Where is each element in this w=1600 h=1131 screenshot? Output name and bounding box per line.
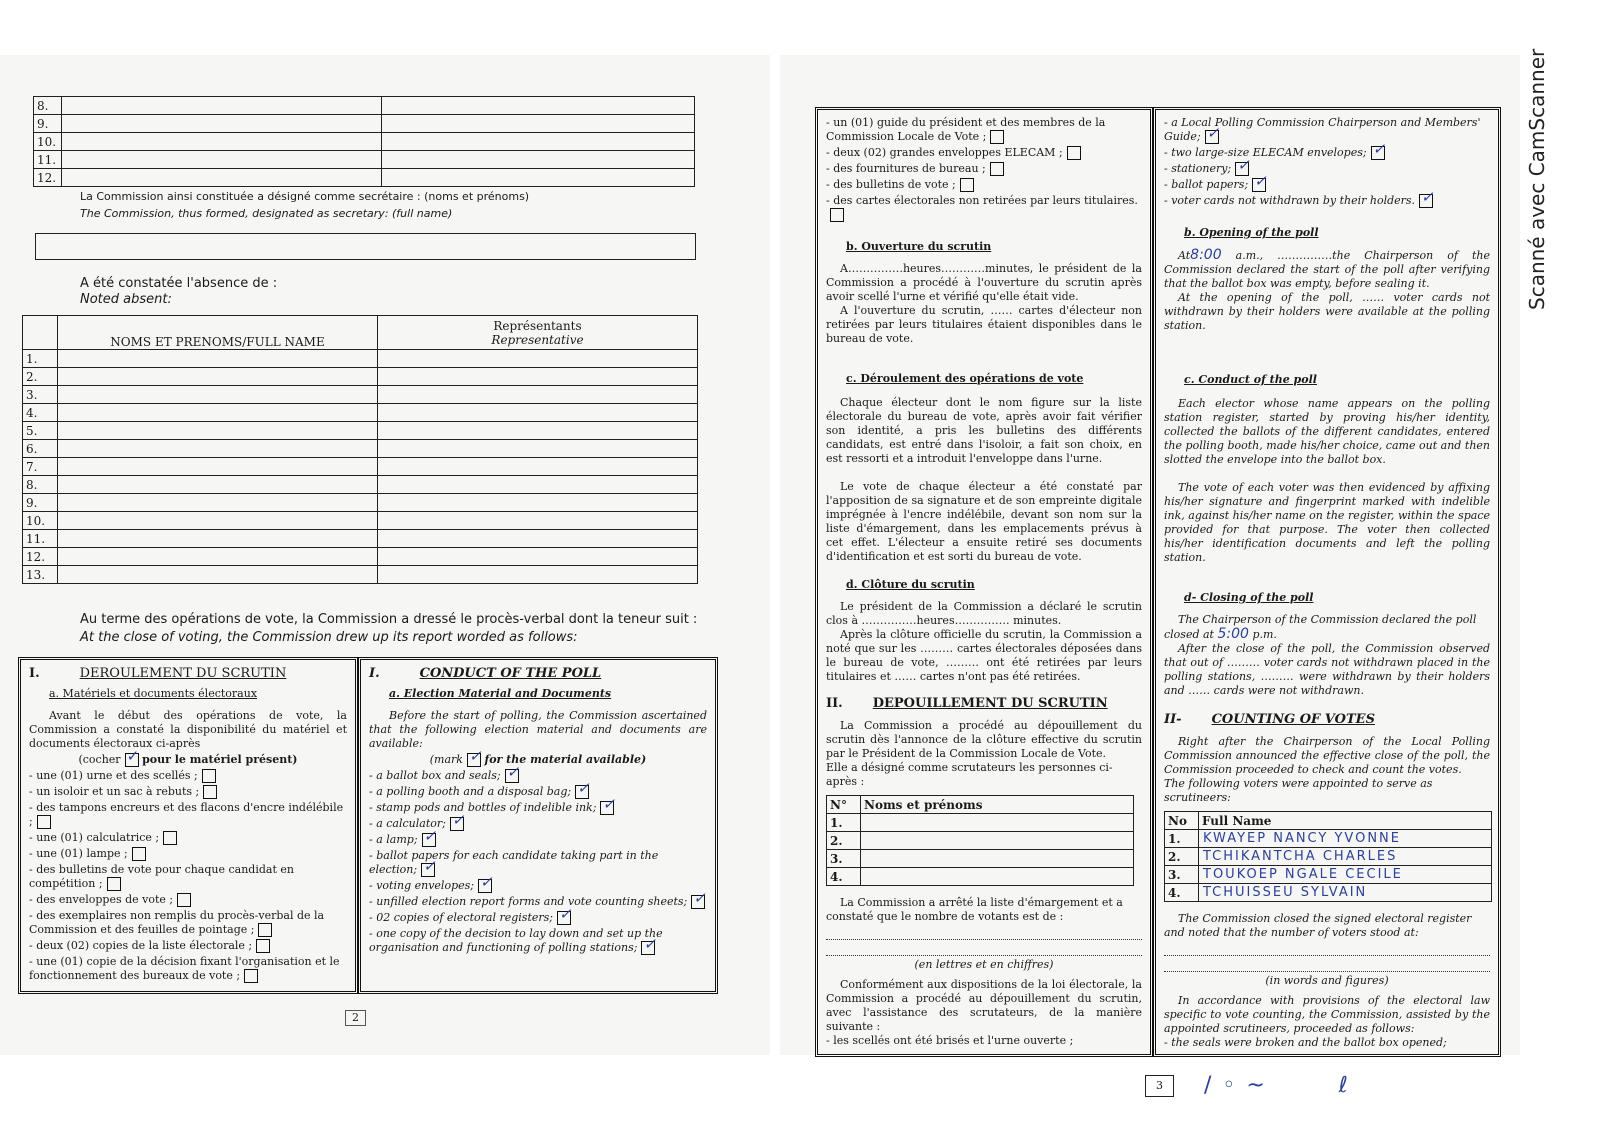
material-list-en-cont [1164,116,1490,208]
procedure-step: - les scellés ont été brisés et l'urne ouverte ; [826,1034,1074,1047]
scrutineer-name[interactable] [861,814,1134,832]
voters-count-line-2[interactable] [826,942,1142,956]
counting-title: DEPOUILLEMENT DU SCRUTIN [872,696,1108,711]
closing-time[interactable]: 5:00 [1217,626,1249,642]
material-item: - des enveloppes de vote ; [29,893,347,907]
mark-label-end: pour le matériel présent) [142,753,298,766]
material-label: a lamp; [376,833,418,846]
opening-text-2: A l'ouverture du scrutin, …… cartes d'électeur non retirées par leurs titulaires étaient disponibles dans le bureau de vote. [826,304,1142,345]
table-row [23,566,698,584]
material-item: - un (01) guide du président et des membres de la Commission Locale de Vote ; [826,116,1106,143]
row-number: 4. [1165,884,1199,902]
material-checkbox[interactable] [450,817,464,831]
representative-cell[interactable] [378,548,698,566]
material-checkbox[interactable] [990,130,1004,144]
material-checkbox[interactable] [1252,178,1266,192]
name-cell[interactable] [58,548,378,566]
name-cell[interactable] [62,133,382,151]
table-row [1165,866,1492,884]
material-label: deux (02) copies de la liste électorale ; [36,939,253,952]
table-row [34,151,695,169]
col-name: Noms et prénoms [861,796,1134,814]
material-checkbox[interactable] [244,969,258,983]
material-item: - des bulletins de vote pour chaque candidat en compétition ; [29,863,294,890]
page-number: 3 [1145,1075,1174,1097]
material-item: - a calculator;✓ [369,817,707,831]
name-cell[interactable] [58,512,378,530]
col-representative [378,316,698,350]
row-number: 2. [827,832,861,850]
absent-table [22,315,698,584]
procedure-text: In accordance with provisions of the electoral law specific to vote counting, the Commission, assisted by the appointed scrutineers, proceeded as follows: [1164,994,1490,1035]
col-full-name: NOMS ET PRENOMS/FULL NAME [58,316,378,350]
left-footer [18,1010,718,1026]
name-cell[interactable] [58,404,378,422]
representative-cell[interactable] [378,404,698,422]
scrutineer-name[interactable]: TCHIKANTCHA CHARLES [1199,848,1492,866]
right-footer [815,1073,1501,1098]
row-number: 2. [1165,848,1199,866]
row-number: 8. [23,476,58,494]
material-label: des bulletins de vote pour chaque candidat en compétition ; [29,863,294,890]
material-item: - stamp pods and bottles of indelible ink;✓ [369,801,707,815]
name-cell[interactable] [62,115,382,133]
section-title: DEROULEMENT DU SCRUTIN [79,666,287,681]
right-boxes [815,107,1501,1057]
material-item: - a ballot box and seals;✓ [369,769,707,783]
counting-text: La Commission a procédé au dépouillement du scrutin dès l'annonce de la clôture effective du scrutin par le Président de la Commission Locale de Vote. [826,719,1142,760]
material-checkbox[interactable] [478,879,492,893]
opening-title: b. Opening of the poll [1184,226,1319,239]
material-checkbox[interactable] [600,801,614,815]
material-label: two large-size ELECAM envelopes; [1171,146,1367,159]
scrutineer-name[interactable] [861,868,1134,886]
closing-title: d- Closing of the poll [1184,591,1314,604]
table-header [1165,812,1492,830]
material-label: voter cards not withdrawn by their holders. [1171,194,1416,207]
material-label: stamp pods and bottles of indelible ink; [376,801,597,814]
material-label: des fournitures de bureau ; [833,162,986,175]
name-cell[interactable] [58,440,378,458]
table-row [827,850,1134,868]
material-checkbox[interactable] [107,877,121,891]
material-item: - ballot papers;✓ [1164,178,1490,192]
name-cell[interactable] [58,530,378,548]
secretary-label-fr: La Commission ainsi constituée a désigné comme secrétaire : (noms et prénoms) [80,190,530,203]
name-cell[interactable] [62,169,382,187]
voters-count-line-1[interactable] [826,926,1142,940]
scrutineer-name[interactable]: TOUKOEP NGALE CECILE [1199,866,1492,884]
counting-text: Right after the Chairperson of the Local Polling Commission announced the effective close of the poll, the Commission proceeded to check and count the votes. [1164,735,1490,776]
material-checkbox[interactable] [163,831,177,845]
material-checkbox[interactable] [641,941,655,955]
subsection-title: a. Election Material and Documents [389,687,612,700]
material-item: - des cartes électorales non retirées par leurs titulaires. [826,194,1142,222]
representative-cell[interactable] [378,530,698,548]
closing-text-2: After the close of the poll, the Commission observed that out of ……… voter cards not withdrawn placed in the polling stations, ……… were withdrawn by their holders and …… cards were not withdrawn. [1164,642,1490,697]
section-number: I. [29,666,40,681]
name-cell[interactable] [58,368,378,386]
subsection-title: a. Matériels et documents électoraux [49,687,258,700]
mark-label: (cocher [78,753,121,766]
table-row [23,476,698,494]
material-list-fr-cont [826,116,1142,222]
row-number: 3. [1165,866,1199,884]
material-label: une (01) calculatrice ; [36,831,160,844]
table-row [23,422,698,440]
opening-at: At [1178,249,1191,262]
row-number: 9. [23,494,58,512]
material-item: - one copy of the decision to lay down and set up the organisation and functioning of polling stations;✓ [369,927,707,955]
material-checkbox[interactable] [505,769,519,783]
material-label: stationery; [1171,162,1232,175]
row-number: 4. [827,868,861,886]
section-number: II- [1164,712,1182,727]
conduct-text-2: The vote of each voter was then evidenced by affixing his/her signature and fingerprint marked with indelible ink, against his/her name on the register, within the space provided for that purpose. The voter then collected his/her identification documents and left the polling station. [1164,481,1490,564]
words-figures-hint: (en lettres et en chiffres) [914,958,1054,971]
row-number: 10. [23,512,58,530]
name-cell[interactable] [58,566,378,584]
representative-cell[interactable] [378,476,698,494]
representative-cell[interactable] [378,512,698,530]
table-row [23,440,698,458]
role-cell[interactable] [382,97,695,115]
closing-text-2: Après la clôture officielle du scrutin, la Commission a noté que sur les ……… cartes électorales déposées dans le bureau de vote, ……… ont été retirées par leurs titulaires et …… cartes n'ont pas été retirées. [826,628,1142,683]
table-row [34,133,695,151]
section-i-fr [18,657,358,994]
material-label: des bulletins de vote ; [833,178,956,191]
material-checkbox[interactable] [990,162,1004,176]
row-number: 1. [23,350,58,368]
material-label: a polling booth and a disposal bag; [376,785,572,798]
voters-count-line-1[interactable] [1164,942,1490,956]
table-row [827,832,1134,850]
row-number: 9. [34,115,62,133]
material-label: ballot papers for each candidate taking part in the election; [369,849,659,876]
material-label: 02 copies of electoral registers; [376,911,553,924]
material-label: des tampons encreurs et des flacons d'encre indélébile ; [29,801,344,828]
material-item: - a lamp;✓ [369,833,707,847]
scrutineer-name[interactable] [861,832,1134,850]
name-cell[interactable] [58,458,378,476]
material-item: - unfilled election report forms and vote counting sheets;✓ [369,895,707,909]
material-list-fr [29,769,347,983]
name-cell[interactable] [62,151,382,169]
opening-text: A……………heures…………minutes, le président de la Commission a procédé à l'ouverture du scrutin après avoir scellé l'urne et vérifié qu'elle était vide. [826,262,1142,303]
table-row [23,404,698,422]
scrutineer-name[interactable] [861,850,1134,868]
representative-cell[interactable] [378,458,698,476]
watermark: Scanné avec CamScanner [1525,48,1549,310]
col-representative-en: Representative [491,332,584,347]
material-item: - stationery;✓ [1164,162,1490,176]
row-number: 12. [34,169,62,187]
table-row [23,368,698,386]
opening-text-2: At the opening of the poll, …… voter cards not withdrawn by their holders were available at the polling station. [1164,291,1490,332]
material-item: - deux (02) copies de la liste électorale ; [29,939,347,953]
material-item: - une (01) copie de la décision fixant l'organisation et le fonctionnement des bureaux de vote ; [29,955,340,982]
material-checkbox[interactable] [256,939,270,953]
name-cell[interactable] [58,476,378,494]
material-item: - une (01) calculatrice ; [29,831,347,845]
material-checkbox[interactable] [177,893,191,907]
opening-title: b. Ouverture du scrutin [846,240,992,253]
table-row [34,115,695,133]
row-number: 1. [1165,830,1199,848]
report-intro-fr: Au terme des opérations de vote, la Commission a dressé le procès-verbal dont la teneur suit : [80,612,698,627]
material-label: un (01) guide du président et des membres de la Commission Locale de Vote ; [826,116,1106,143]
procedure-text: Conformément aux dispositions de la loi électorale, la Commission a procédé au dépouillement du scrutin, avec l'assistance des scrutateurs, de la manière suivante : [826,978,1142,1033]
row-number: 12. [23,548,58,566]
closing-text: Le président de la Commission a déclaré le scrutin clos à ……………heures…………… minutes. [826,600,1142,627]
conduct-text: Each elector whose name appears on the polling station register, started by proving his/her identity, collected the ballots of the different candidates, entered the polling booth, made his/her choice, came out and then slotted the envelope into the ballot box. [1164,397,1490,466]
row-number: 7. [23,458,58,476]
section-title: CONDUCT OF THE POLL [419,666,602,681]
scrutineer-name[interactable]: KWAYEP NANCY YVONNE [1199,830,1492,848]
material-checkbox[interactable] [258,923,272,937]
right-area [815,107,1501,1098]
absent-label-fr: A été constatée l'absence de : [80,276,278,291]
row-number: 5. [23,422,58,440]
material-item: - ballot papers for each candidate taking part in the election;✓ [369,849,707,877]
members-table-continued [33,96,695,187]
table-header [827,796,1134,814]
secretary-field[interactable] [35,233,696,260]
table-row [1165,884,1492,902]
material-checkbox[interactable] [1067,146,1081,160]
material-checkbox[interactable] [557,911,571,925]
table-row [34,97,695,115]
material-item: - des fournitures de bureau ; [826,162,1142,176]
material-label: des cartes électorales non retirées par leurs titulaires. [833,194,1138,207]
example-checkbox [125,753,139,767]
table-row [23,386,698,404]
table-row [1165,830,1492,848]
material-checkbox[interactable] [1235,162,1249,176]
example-checkbox [467,753,481,767]
material-label: deux (02) grandes enveloppes ELECAM ; [833,146,1063,159]
material-checkbox[interactable] [202,769,216,783]
material-label: une (01) urne et des scellés ; [36,769,198,782]
material-checkbox[interactable] [203,785,217,799]
material-item: - des exemplaires non remplis du procès-verbal de la Commission et des feuilles de pointage ; [29,909,325,936]
conduct-text: Chaque électeur dont le nom figure sur la liste électorale du bureau de vote, après avoir fait vérifier son identité, a pris les bulletins des différents candidats, est entré dans l'isoloir, a fait son choix, en est ressorti et a introduit l'enveloppe dans l'urne. [826,396,1142,465]
secretary-label-en: The Commission, thus formed, designated as secretary: (full name) [80,207,453,220]
table-row [23,548,698,566]
material-item: - un isoloir et un sac à rebuts ; [29,785,347,799]
material-item: - a Local Polling Commission Chairperson and Members' Guide;✓ [1164,116,1490,144]
closing-text: The Chairperson of the Commission declared the poll closed at [1164,613,1477,641]
opening-time[interactable]: 8:00 [1190,247,1222,263]
material-item: - 02 copies of electoral registers;✓ [369,911,707,925]
section-i-en [358,657,718,994]
material-label: voting envelopes; [376,879,474,892]
representative-cell[interactable] [378,566,698,584]
representative-cell[interactable] [378,386,698,404]
material-item: - des tampons encreurs et des flacons d'encre indélébile ; [29,801,344,828]
material-checkbox[interactable] [691,895,705,909]
material-item: - une (01) lampe ; [29,847,347,861]
table-row [23,530,698,548]
role-cell[interactable] [382,151,695,169]
row-number: 13. [23,566,58,584]
scrutineers-table-fr [826,795,1134,886]
material-list-en [369,769,707,955]
name-cell[interactable] [58,422,378,440]
row-number: 3. [23,386,58,404]
scrutineer-name[interactable]: TCHUISSEU SYLVAIN [1199,884,1492,902]
material-item: - une (01) urne et des scellés ; [29,769,347,783]
right-col-fr [815,107,1153,1057]
name-cell[interactable] [62,97,382,115]
row-number: 6. [23,440,58,458]
material-checkbox[interactable] [37,815,51,829]
material-label: une (01) lampe ; [36,847,128,860]
material-checkbox[interactable] [421,863,435,877]
absent-label-en: Noted absent: [80,292,172,307]
material-checkbox[interactable] [422,833,436,847]
section-number: II. [826,696,843,711]
intro-text: Avant le début des opérations de vote, la Commission a constaté la disponibilité du matériel et documents électoraux ci-après [29,709,347,750]
table-row [23,494,698,512]
right-col-en [1153,107,1501,1057]
closing-pm: p.m. [1252,628,1277,641]
material-label: one copy of the decision to lay down and set up the organisation and functioning of polling stations; [369,927,663,954]
table-row [827,868,1134,886]
name-cell[interactable] [58,350,378,368]
material-label: ballot papers; [1171,178,1249,191]
conduct-text-2: Le vote de chaque électeur a été constaté par l'apposition de sa signature et de son empreinte digitale imprégnée à l'encre indélébile, devant son nom sur la liste d'émargement, dans les emplacements prévus à cet effet. L'électeur a ensuite retiré ses documents d'identification et est sorti du bureau de vote. [826,480,1142,563]
signature-marks: / ◦ ~ ℓ [1204,1073,1350,1098]
mark-label-end: for the material available) [484,753,647,766]
col-name: Full Name [1199,812,1492,830]
material-label: unfilled election report forms and vote counting sheets; [376,895,688,908]
material-item: - voting envelopes;✓ [369,879,707,893]
counting-title: COUNTING OF VOTES [1211,712,1375,727]
voters-count-line-2[interactable] [1164,958,1490,972]
intro-text: Before the start of polling, the Commission ascertained that the following election material and documents are available: [369,709,707,750]
row-number: 3. [827,850,861,868]
material-item: - deux (02) grandes enveloppes ELECAM ; [826,146,1142,160]
opening-text: a.m., ……………the Chairperson of the Commission declared the start of the poll after verifying that the ballot box was empty, before sealing it. [1164,249,1491,290]
material-item: - des bulletins de vote ; [826,178,1142,192]
mark-label: (mark [429,753,463,766]
row-number: 2. [23,368,58,386]
section-i-boxes [18,657,718,994]
role-cell[interactable] [382,133,695,151]
conduct-title: c. Conduct of the poll [1184,373,1317,386]
col-number: N° [827,796,861,814]
representative-cell[interactable] [378,422,698,440]
material-label: des enveloppes de vote ; [36,893,174,906]
material-label: a ballot box and seals; [376,769,501,782]
material-checkbox[interactable] [1419,194,1433,208]
material-item: - voter cards not withdrawn by their holders.✓ [1164,194,1490,208]
row-number: 4. [23,404,58,422]
report-intro-en: At the close of voting, the Commission drew up its report worded as follows: [80,630,578,645]
closing-title: d. Clôture du scrutin [846,578,975,591]
table-row [23,350,698,368]
conduct-title: c. Déroulement des opérations de vote [846,372,1084,385]
material-label: une (01) copie de la décision fixant l'organisation et le fonctionnement des bureaux de vote ; [29,955,340,982]
role-cell[interactable] [382,169,695,187]
representative-cell[interactable] [378,494,698,512]
row-number: 11. [34,151,62,169]
material-checkbox[interactable] [132,847,146,861]
page-number: 2 [345,1010,366,1026]
representative-cell[interactable] [378,368,698,386]
material-checkbox[interactable] [1205,130,1219,144]
col-number: No [1165,812,1199,830]
material-label: des exemplaires non remplis du procès-verbal de la Commission et des feuilles de pointage ; [29,909,325,936]
procedure-step: - the seals were broken and the ballot box opened; [1164,1036,1447,1049]
table-row [34,169,695,187]
material-item: - a polling booth and a disposal bag;✓ [369,785,707,799]
scrutineers-table-en [1164,811,1492,902]
table-row [1165,848,1492,866]
table-row [23,458,698,476]
counting-text-2: Elle a désigné comme scrutateurs les personnes ci-après : [826,761,1113,788]
material-label: a Local Polling Commission Chairperson and Members' Guide; [1164,116,1481,143]
material-checkbox[interactable] [830,208,844,222]
table-row [23,512,698,530]
row-number: 10. [34,133,62,151]
voters-text: The Commission closed the signed electoral register and noted that the number of voters stood at: [1164,912,1472,939]
col-representative-fr: Représentants [493,318,582,333]
role-cell[interactable] [382,115,695,133]
counting-text-2: The following voters were appointed to serve as scrutineers: [1164,777,1433,804]
material-checkbox[interactable] [1371,146,1385,160]
representative-cell[interactable] [378,350,698,368]
words-figures-hint: (in words and figures) [1265,974,1389,987]
material-label: un isoloir et un sac à rebuts ; [36,785,200,798]
name-cell[interactable] [58,386,378,404]
left-lower-area [18,657,718,1026]
representative-cell[interactable] [378,440,698,458]
material-checkbox[interactable] [575,785,589,799]
material-checkbox[interactable] [960,178,974,192]
table-row [827,814,1134,832]
material-item: - two large-size ELECAM envelopes;✓ [1164,146,1490,160]
row-number: 8. [34,97,62,115]
section-number: I. [369,666,380,681]
name-cell[interactable] [58,494,378,512]
voters-text: La Commission a arrêté la liste d'émargement et a constaté que le nombre de votants est de : [826,896,1123,923]
row-number: 11. [23,530,58,548]
material-label: a calculator; [376,817,446,830]
row-number: 1. [827,814,861,832]
